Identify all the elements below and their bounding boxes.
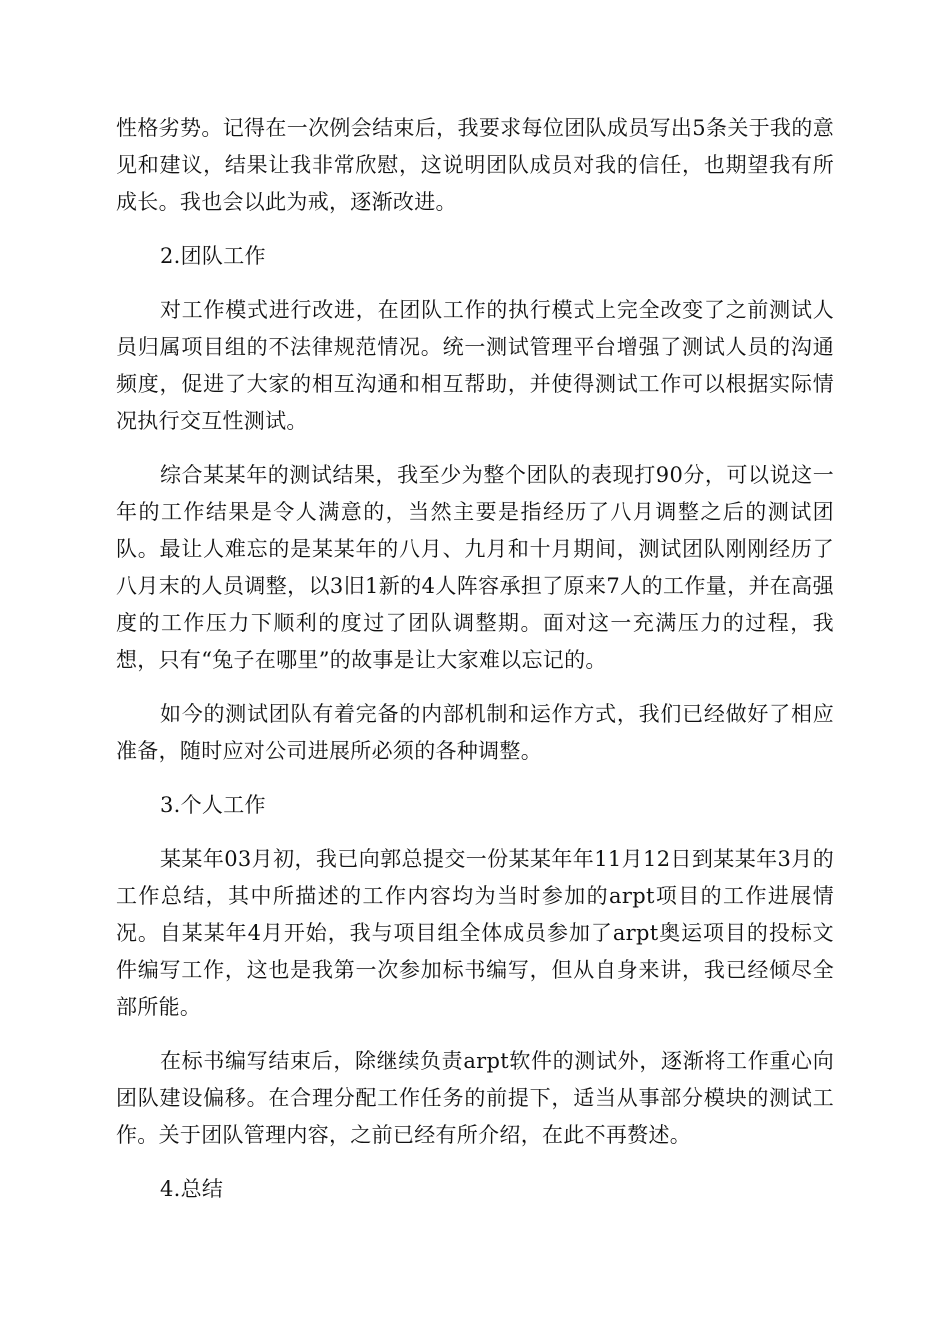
paragraph-test-results: 综合某某年的测试结果，我至少为整个团队的表现打90分，可以说这一年的工作结果是令人满意的，当然主要是指经历了八月调整之后的测试团队。最让人难忘的是某某年的八月、九月和十月期间，测试团队刚刚经历了八月末的人员调整，以3旧1新的4人阵容承担了原来7人的工作量，并在高强度的工作压力下顺利的度过了团队调整期。面对这一充满压力的过程，我想，只有“兔子在哪里”的故事是让大家难以忘记的。 <box>116 463 834 672</box>
section-heading-summary: 4.总结 <box>160 1177 224 1201</box>
paragraph-team-mechanism: 如今的测试团队有着完备的内部机制和运作方式，我们已经做好了相应准备，随时应对公司进展所必须的各种调整。 <box>116 702 834 763</box>
paragraph-team-building: 在标书编写结束后，除继续负责arpt软件的测试外，逐渐将工作重心向团队建设偏移。在合理分配工作任务的前提下，适当从事部分模块的测试工作。关于团队管理内容，之前已经有所介绍，在此不再赘述。 <box>116 1049 834 1147</box>
document-page <box>116 110 834 1225</box>
section-heading-personal-work: 3.个人工作 <box>160 793 266 817</box>
paragraph-work-summary: 某某年03月初，我已向郭总提交一份某某年年11月12日到某某年3月的工作总结，其中所描述的工作内容均为当时参加的arpt项目的工作进展情况。自某某年4月开始，我与项目组全体成员参加了arpt奥运项目的投标文件编写工作，这也是我第一次参加标书编写，但从自身来讲，我已经倾尽全部所能。 <box>116 847 834 1019</box>
section-heading-team-work: 2.团队工作 <box>160 244 266 268</box>
paragraph-personality: 性格劣势。记得在一次例会结束后，我要求每位团队成员写出5条关于我的意见和建议，结果让我非常欣慰，这说明团队成员对我的信任，也期望我有所成长。我也会以此为戒，逐渐改进。 <box>116 116 834 214</box>
paragraph-work-mode: 对工作模式进行改进，在团队工作的执行模式上完全改变了之前测试人员归属项目组的不法律规范情况。统一测试管理平台增强了测试人员的沟通频度，促进了大家的相互沟通和相互帮助，并使得测试工作可以根据实际情况执行交互性测试。 <box>116 298 834 433</box>
